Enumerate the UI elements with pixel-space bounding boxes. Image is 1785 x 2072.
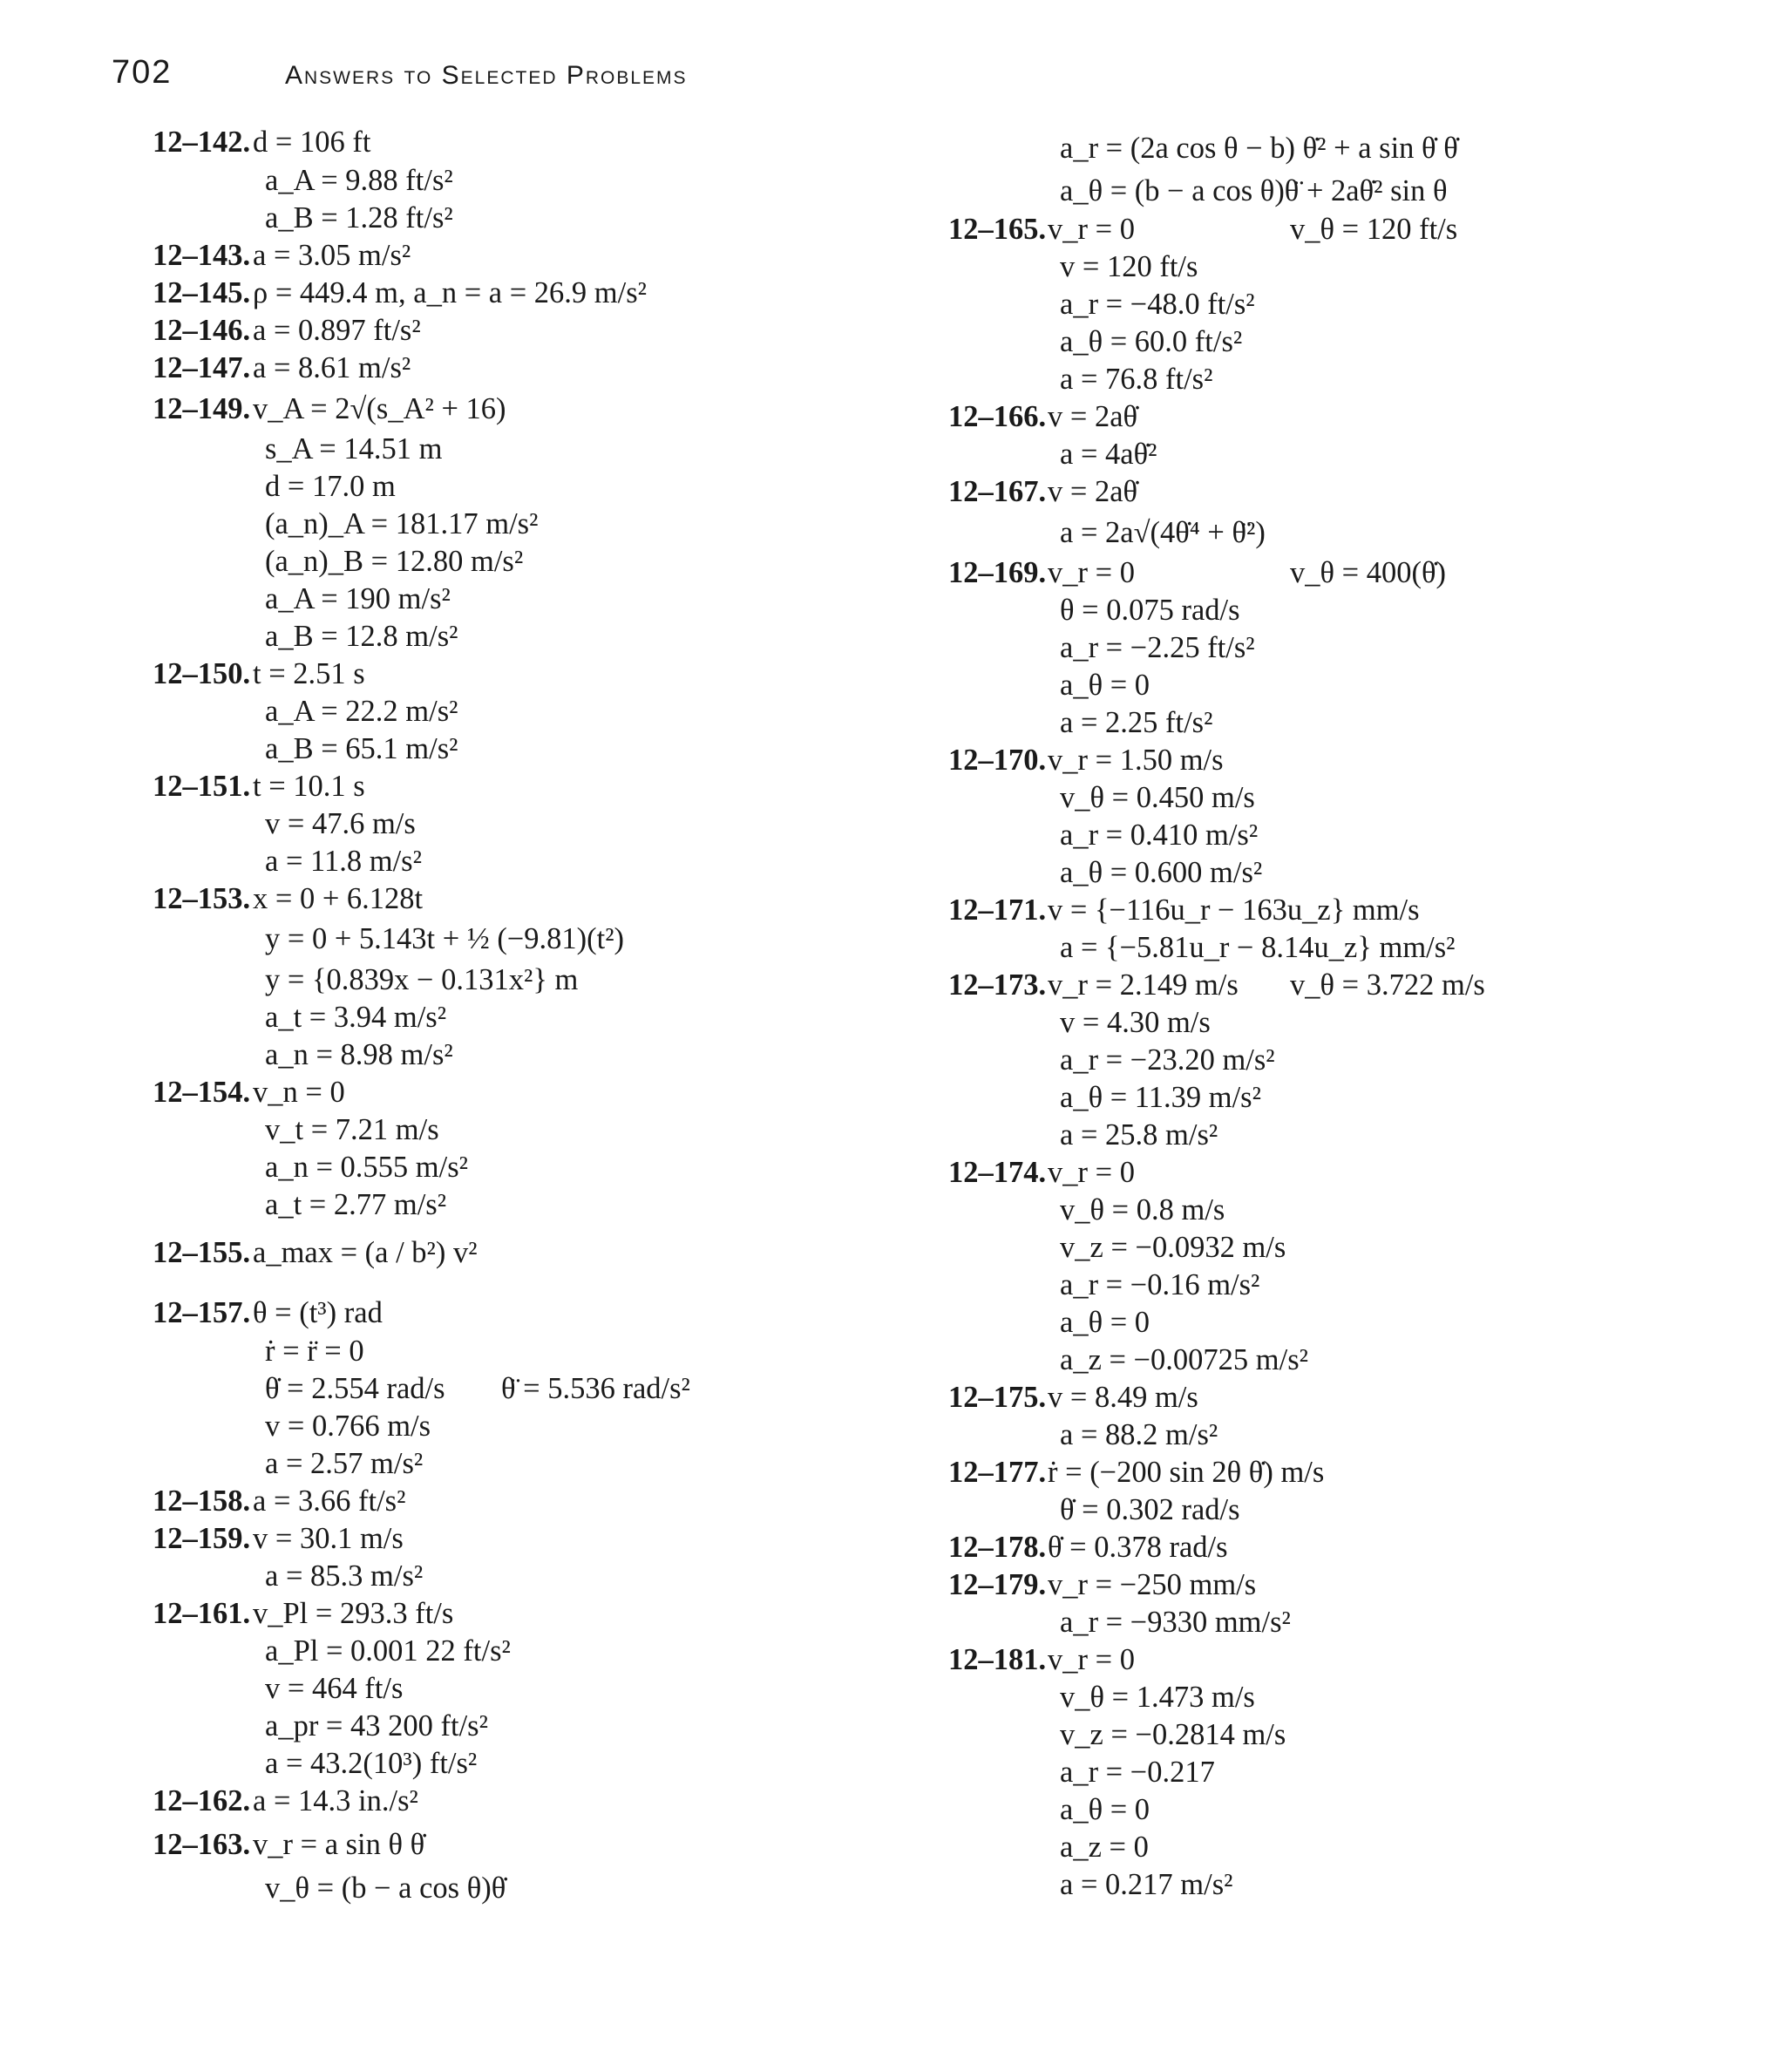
answer-equation: v_n = 0 — [253, 1076, 345, 1109]
answer-equation: a_Pl = 0.001 22 ft/s² — [265, 1634, 511, 1668]
answer-equation: a_B = 12.8 m/s² — [265, 620, 458, 653]
problem-number: 12–157. — [153, 1296, 251, 1329]
answer-equation: v_Pl = 293.3 ft/s — [253, 1597, 454, 1630]
answer-equation: v = 30.1 m/s — [253, 1522, 404, 1555]
problem-number: 12–149. — [153, 392, 251, 425]
answer-equation: a_r = (2a cos θ − b) θ̇² + a sin θ̇ θ̇ — [1060, 132, 1458, 165]
answer-equation: v_r = 0 — [1048, 1156, 1135, 1189]
answer-equation: a = 25.8 m/s² — [1060, 1118, 1218, 1151]
answer-equation: a_r = −2.25 ft/s² — [1060, 631, 1255, 664]
problem-number: 12–175. — [948, 1381, 1047, 1414]
problem-number: 12–181. — [948, 1643, 1047, 1676]
answer-equation: a_r = 0.410 m/s² — [1060, 819, 1259, 852]
page-number: 702 — [112, 54, 173, 91]
answer-equation: x = 0 + 6.128t — [253, 882, 424, 915]
answer-equation: a = 11.8 m/s² — [265, 845, 422, 878]
running-head: Answers to Selected Problems — [285, 61, 688, 90]
answer-equation: a_B = 1.28 ft/s² — [265, 201, 453, 234]
answer-equation: a_max = (a / b²) v² — [253, 1236, 478, 1269]
answer-equation: (a_n)_A = 181.17 m/s² — [265, 507, 539, 540]
answer-equation: θ = (t³) rad — [253, 1296, 383, 1329]
answer-equation: v = 2aθ̇ — [1048, 400, 1138, 433]
problem-number: 12–179. — [948, 1568, 1047, 1601]
answer-equation: a_r = −0.16 m/s² — [1060, 1268, 1260, 1301]
answer-equation: v = 2aθ̇ — [1048, 475, 1138, 508]
answer-equation: v_θ = 0.8 m/s — [1060, 1193, 1225, 1226]
problem-number: 12–155. — [153, 1236, 251, 1269]
answer-equation: a_r = −23.20 m/s² — [1060, 1043, 1275, 1077]
answer-equation: a_z = −0.00725 m/s² — [1060, 1343, 1308, 1376]
answer-equation: a = 2.25 ft/s² — [1060, 706, 1213, 739]
answer-equation-secondary: v_θ = 3.722 m/s — [1290, 968, 1485, 1002]
answer-equation: ṙ = r̈ = 0 — [265, 1335, 364, 1368]
answer-equation: t = 10.1 s — [253, 770, 365, 803]
answer-equation: a_θ = 0.600 m/s² — [1060, 856, 1263, 889]
answer-equation: a_θ = 0 — [1060, 1793, 1150, 1826]
answer-equation: θ̇ = 2.554 rad/s — [265, 1372, 445, 1405]
answer-equation: v_θ = (b − a cos θ)θ̇ — [265, 1872, 506, 1905]
problem-number: 12–162. — [153, 1784, 251, 1817]
answer-equation: a = 43.2(10³) ft/s² — [265, 1747, 478, 1780]
answer-equation: a = 88.2 m/s² — [1060, 1418, 1218, 1451]
answer-equation: a_r = −0.217 — [1060, 1756, 1215, 1789]
answer-equation: ρ = 449.4 m, a_n = a = 26.9 m/s² — [253, 276, 647, 309]
answer-equation: a_B = 65.1 m/s² — [265, 732, 458, 765]
answer-equation: a_t = 2.77 m/s² — [265, 1188, 447, 1221]
problem-number: 12–177. — [948, 1456, 1047, 1489]
answer-equation: a = 8.61 m/s² — [253, 351, 411, 384]
answer-equation: s_A = 14.51 m — [265, 432, 443, 465]
answer-equation: v = 4.30 m/s — [1060, 1006, 1211, 1039]
answer-equation: a_θ = 60.0 ft/s² — [1060, 325, 1243, 358]
answer-equation: v_r = 0 — [1048, 1643, 1135, 1676]
answer-equation: v_r = 2.149 m/s — [1048, 968, 1239, 1002]
answer-equation: (a_n)_B = 12.80 m/s² — [265, 545, 524, 578]
answer-equation: t = 2.51 s — [253, 657, 365, 690]
answer-equation: v = 464 ft/s — [265, 1672, 404, 1705]
answer-equation: a_A = 9.88 ft/s² — [265, 164, 453, 197]
answer-equation: a = 3.05 m/s² — [253, 239, 411, 272]
problem-number: 12–167. — [948, 475, 1047, 508]
answer-equation: a_r = −48.0 ft/s² — [1060, 288, 1255, 321]
answer-equation: a = 2.57 m/s² — [265, 1447, 424, 1480]
problem-number: 12–173. — [948, 968, 1047, 1002]
answer-equation: ṙ = (−200 sin 2θ θ̇) m/s — [1048, 1456, 1325, 1489]
answer-equation: v_r = a sin θ θ̇ — [253, 1828, 425, 1861]
answer-equation-secondary: v_θ = 400(θ̇) — [1290, 556, 1446, 589]
answer-equation: a = 2a√(4θ̇⁴ + θ̈²) — [1060, 516, 1266, 549]
answer-equation: v_t = 7.21 m/s — [265, 1113, 439, 1146]
answer-equation: v_r = 0 — [1048, 556, 1135, 589]
answer-equation: v = {−116u_r − 163u_z} mm/s — [1048, 893, 1420, 927]
answer-equation: a = 4aθ̇² — [1060, 438, 1157, 471]
answer-equation: a_t = 3.94 m/s² — [265, 1001, 447, 1034]
answer-equation: a_θ = 11.39 m/s² — [1060, 1081, 1261, 1114]
answer-equation: d = 17.0 m — [265, 470, 396, 503]
answer-equation: v = 8.49 m/s — [1048, 1381, 1198, 1414]
problem-number: 12–170. — [948, 744, 1047, 777]
problem-number: 12–158. — [153, 1484, 251, 1518]
answer-equation: v_z = −0.2814 m/s — [1060, 1718, 1286, 1751]
problem-number: 12–142. — [153, 126, 251, 159]
answer-equation: a = 14.3 in./s² — [253, 1784, 418, 1817]
problem-number: 12–147. — [153, 351, 251, 384]
answer-equation: v_r = 1.50 m/s — [1048, 744, 1224, 777]
problem-number: 12–163. — [153, 1828, 251, 1861]
answer-equation: a_θ = 0 — [1060, 669, 1150, 702]
answer-equation: v_r = 0 — [1048, 213, 1135, 246]
problem-number: 12–171. — [948, 893, 1047, 927]
answer-equation-secondary: θ̈ = 5.536 rad/s² — [501, 1372, 690, 1405]
answer-equation: a_r = −9330 mm/s² — [1060, 1606, 1291, 1639]
answer-equation: v_θ = 1.473 m/s — [1060, 1681, 1255, 1714]
answer-equation: θ̇ = 0.378 rad/s — [1048, 1531, 1228, 1564]
problem-number: 12–146. — [153, 314, 251, 347]
answer-equation: a_A = 22.2 m/s² — [265, 695, 458, 728]
problem-number: 12–154. — [153, 1076, 251, 1109]
answer-equation: v = 120 ft/s — [1060, 250, 1198, 283]
problem-number: 12–161. — [153, 1597, 251, 1630]
problem-number: 12–174. — [948, 1156, 1047, 1189]
answer-equation: a_n = 8.98 m/s² — [265, 1038, 453, 1071]
answer-equation: a = {−5.81u_r − 8.14u_z} mm/s² — [1060, 931, 1456, 964]
problem-number: 12–151. — [153, 770, 251, 803]
answer-equation: v = 0.766 m/s — [265, 1410, 431, 1443]
problem-number: 12–178. — [948, 1531, 1047, 1564]
answer-equation: v_z = −0.0932 m/s — [1060, 1231, 1286, 1264]
answer-equation: v_A = 2√(s_A² + 16) — [253, 392, 506, 425]
problem-number: 12–169. — [948, 556, 1047, 589]
answer-equation: d = 106 ft — [253, 126, 371, 159]
problem-number: 12–159. — [153, 1522, 251, 1555]
answer-equation: a = 3.66 ft/s² — [253, 1484, 406, 1518]
problem-number: 12–143. — [153, 239, 251, 272]
answer-equation: a_A = 190 m/s² — [265, 582, 451, 615]
problem-number: 12–165. — [948, 213, 1047, 246]
answer-equation: a_n = 0.555 m/s² — [265, 1151, 468, 1184]
problem-number: 12–166. — [948, 400, 1047, 433]
answer-equation: a_z = 0 — [1060, 1831, 1149, 1864]
answer-equation: a = 0.897 ft/s² — [253, 314, 421, 347]
answer-equation: a = 76.8 ft/s² — [1060, 363, 1213, 396]
answer-equation: v_θ = 0.450 m/s — [1060, 781, 1255, 814]
problem-number: 12–145. — [153, 276, 251, 309]
problem-number: 12–153. — [153, 882, 251, 915]
answer-equation: y = {0.839x − 0.131x²} m — [265, 963, 579, 996]
answer-equation: v_r = −250 mm/s — [1048, 1568, 1257, 1601]
problem-number: 12–150. — [153, 657, 251, 690]
answer-equation-secondary: v_θ = 120 ft/s — [1290, 213, 1458, 246]
answer-equation: θ = 0.075 rad/s — [1060, 594, 1240, 627]
answer-equation: v = 47.6 m/s — [265, 807, 416, 840]
answer-equation: a_pr = 43 200 ft/s² — [265, 1709, 488, 1743]
answer-equation: a = 85.3 m/s² — [265, 1559, 424, 1593]
answer-equation: a_θ = 0 — [1060, 1306, 1150, 1339]
answer-equation: θ̇ = 0.302 rad/s — [1060, 1493, 1240, 1526]
answer-equation: y = 0 + 5.143t + ½ (−9.81)(t²) — [265, 922, 625, 955]
answer-equation: a = 0.217 m/s² — [1060, 1868, 1233, 1901]
answer-equation: a_θ = (b − a cos θ)θ̈ + 2aθ̇² sin θ — [1060, 174, 1448, 207]
